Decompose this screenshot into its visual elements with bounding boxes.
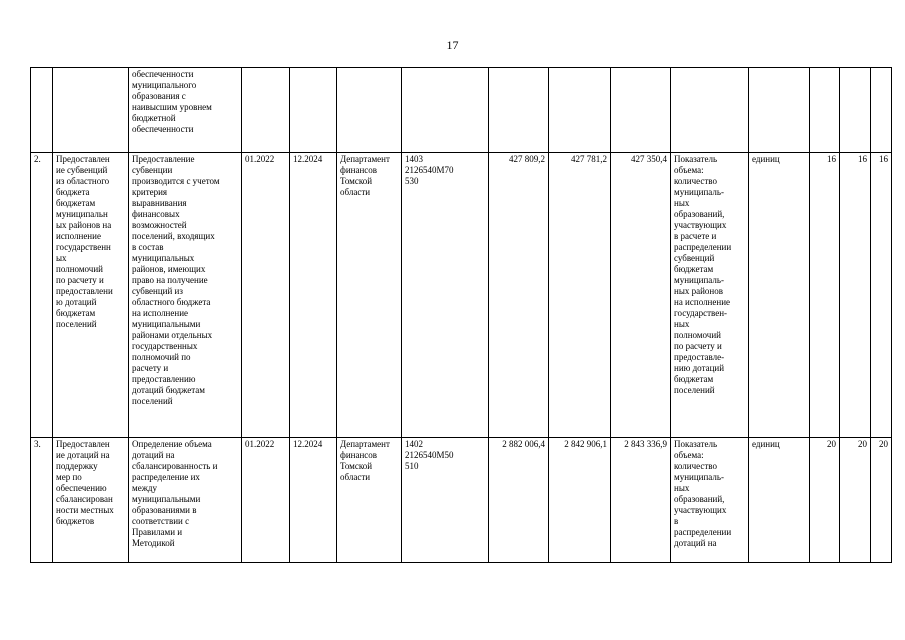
table-row xyxy=(31,438,892,563)
activity-description-cell: Предоставление субвенции производится с учетом критерия выравнивания финансовых возможностей поселений, входящих в состав муниципальных районов, имеющих право на получение субвенций из областного бюджета на исполнение муниципальными районами отдельных государственных полномочий по расчету и предоставлению дотаций бюджетам поселений xyxy=(129,153,242,438)
end-date-cell: 12.2024 xyxy=(290,153,337,438)
row-number-cell: 3. xyxy=(31,438,53,563)
indicator-cell xyxy=(671,68,749,153)
executor-cell: Департамент финансов Томской области xyxy=(337,438,402,563)
budget-code-cell: 1402 2126540М50 510 xyxy=(402,438,489,563)
table-row xyxy=(31,68,892,153)
indicator-cell: Показатель объема: количество муниципаль- ных образований, участвующих в распределении дотаций на xyxy=(671,438,749,563)
target-year3-cell xyxy=(871,68,892,153)
activity-description-cell: Определение объема дотаций на сбалансированность и распределение их между муниципальными образованиями в соответствии с Правилами и Методикой xyxy=(129,438,242,563)
amount-year1-cell: 2 882 006,4 xyxy=(489,438,549,563)
indicator-cell: Показатель объема: количество муниципаль- ных образований, участвующих в расчете и распределении субвенций бюджетам муниципаль- ных районов на исполнение государствен- ных полномочий по расчету и предоставле- нию дотаций бюджетам поселений xyxy=(671,153,749,438)
amount-year3-cell xyxy=(611,68,671,153)
budget-code-cell xyxy=(402,68,489,153)
start-date-cell: 01.2022 xyxy=(242,153,290,438)
target-year3-cell: 20 xyxy=(871,438,892,563)
program-activities-table xyxy=(30,67,892,563)
budget-code-cell: 1403 2126540М70 530 xyxy=(402,153,489,438)
amount-year1-cell xyxy=(489,68,549,153)
start-date-cell: 01.2022 xyxy=(242,438,290,563)
unit-cell: единиц xyxy=(749,438,810,563)
activity-description-cell: обеспеченности муниципального образования с наивысшим уровнем бюджетной обеспеченности xyxy=(129,68,242,153)
amount-year3-cell: 2 843 336,9 xyxy=(611,438,671,563)
activity-name-cell xyxy=(53,68,129,153)
end-date-cell xyxy=(290,68,337,153)
target-year1-cell: 16 xyxy=(810,153,840,438)
row-number-cell xyxy=(31,68,53,153)
target-year3-cell: 16 xyxy=(871,153,892,438)
unit-cell xyxy=(749,68,810,153)
end-date-cell: 12.2024 xyxy=(290,438,337,563)
target-year1-cell: 20 xyxy=(810,438,840,563)
executor-cell xyxy=(337,68,402,153)
target-year1-cell xyxy=(810,68,840,153)
activity-name-cell: Предоставлен ие субвенций из областного бюджета бюджетам муниципальн ых районов на исполнение государственн ых полномочий по расчету и предоставлени ю дотаций бюджетам поселений xyxy=(53,153,129,438)
amount-year2-cell: 427 781,2 xyxy=(549,153,611,438)
row-number-cell: 2. xyxy=(31,153,53,438)
start-date-cell xyxy=(242,68,290,153)
target-year2-cell: 16 xyxy=(840,153,871,438)
target-year2-cell: 20 xyxy=(840,438,871,563)
table-row xyxy=(31,153,892,438)
amount-year2-cell xyxy=(549,68,611,153)
executor-cell: Департамент финансов Томской области xyxy=(337,153,402,438)
page-number: 17 xyxy=(446,38,459,52)
amount-year2-cell: 2 842 906,1 xyxy=(549,438,611,563)
amount-year3-cell: 427 350,4 xyxy=(611,153,671,438)
activity-name-cell: Предоставлен ие дотаций на поддержку мер по обеспечению сбалансирован ности местных бюджетов xyxy=(53,438,129,563)
unit-cell: единиц xyxy=(749,153,810,438)
target-year2-cell xyxy=(840,68,871,153)
amount-year1-cell: 427 809,2 xyxy=(489,153,549,438)
